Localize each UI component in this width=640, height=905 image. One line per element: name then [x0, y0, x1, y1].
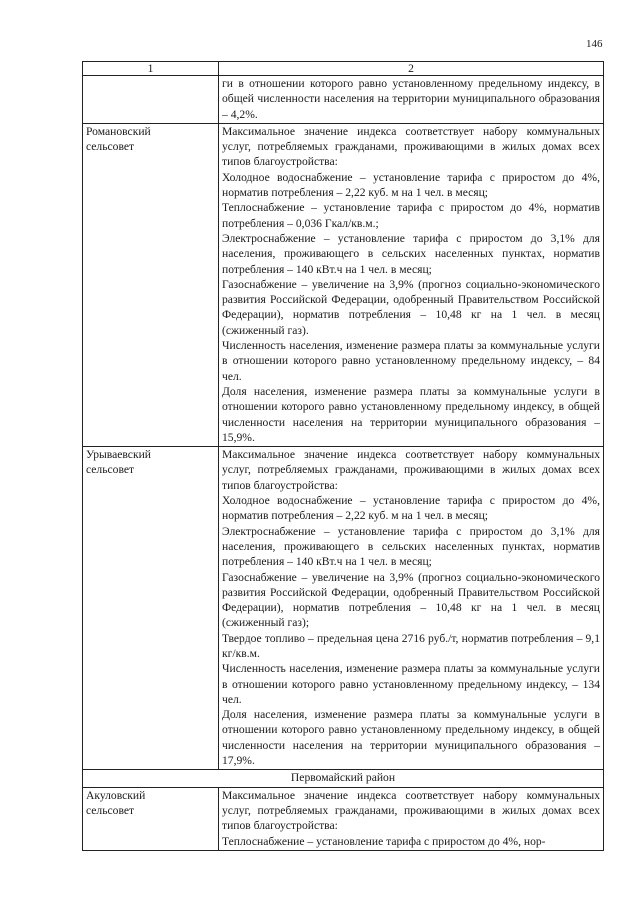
- column-2-header: 2: [219, 62, 604, 76]
- paragraph: Теплоснабжение – установление тарифа с приростом до 4%, нор-: [222, 834, 546, 848]
- description-cell: [219, 787, 604, 850]
- page-number: 146: [586, 38, 603, 50]
- paragraph: Холодное водоснабжение – установление тарифа с приростом до 4%, норматив потребления – 2,22 куб. м на 1 чел. в месяц;: [222, 170, 600, 200]
- municipality-name-line: сельсовет: [86, 140, 135, 154]
- paragraph: ги в отношении которого равно установленному предельному индексу, в общей численности населения на территории муниципального образования – 4,2%.: [222, 77, 600, 121]
- description-cell: [219, 123, 604, 446]
- table-row-romanovsky: [83, 123, 604, 446]
- paragraph: Численность населения, изменение размера платы за коммунальные услуги в отношении которого равно установленному предельному индексу, – 84 чел.: [222, 339, 600, 383]
- paragraph: Электроснабжение – установление тарифа с приростом до 3,1% для населения, проживающего в сельских населенных пунктах, норматив потребления – 140 кВт.ч на 1 чел. в месяц;: [222, 231, 600, 276]
- municipality-name-line: сельсовет: [86, 463, 135, 477]
- paragraph: Максимальное значение индекса соответствует набору коммунальных услуг, потребляемых гражданами, проживающими в жилых домах всех типов благоустройства:: [222, 448, 600, 492]
- paragraph: Электроснабжение – установление тарифа с приростом до 3,1% для населения, проживающего в сельских населенных пунктах, норматив потребления – 140 кВт.ч на 1 чел. в месяц;: [222, 524, 600, 569]
- paragraph: Газоснабжение – увеличение на 3,9% (прогноз социально-экономического развития Российской Федерации, одобренный Правительством Российской Федерации), норматив потребления – 10,48 кг на 1 чел. в месяц (сжиженный газ).: [222, 277, 600, 337]
- continuation-row: [83, 76, 604, 124]
- municipality-name-line: Романовский: [86, 124, 151, 138]
- tariff-table: [82, 61, 604, 851]
- paragraph: Газоснабжение – увеличение на 3,9% (прогноз социально-экономического развития Российской Федерации, одобренный Правительством Российской Федерации), норматив потребления – 10,48 кг на 1 чел. в месяц (сжиженный газ);: [222, 570, 600, 630]
- paragraph: Твердое топливо – предельная цена 2716 руб./т, норматив потребления – 9,1 кг/кв.м.: [222, 631, 600, 660]
- paragraph: Холодное водоснабжение – установление тарифа с приростом до 4%, норматив потребления – 2,22 куб. м на 1 чел. в месяц;: [222, 494, 600, 523]
- description-cell: [219, 447, 604, 770]
- municipality-name-line: Акуловский: [86, 788, 146, 802]
- paragraph: Доля населения, изменение размера платы за коммунальные услуги в отношении которого равно установленному предельному индексу, в общей численности населения на территории муниципального образования – 17,9%.: [222, 708, 600, 768]
- table-row-akulovsky: [83, 787, 604, 850]
- paragraph: Численность населения, изменение размера платы за коммунальные услуги в отношении которого равно установленному предельному индексу, – 134 чел.: [222, 662, 600, 706]
- paragraph: Доля населения, изменение размера платы за коммунальные услуги в отношении которого равно установленному предельному индексу, в общей численности населения на территории муниципального образования – 15,9%.: [222, 384, 600, 444]
- district-title: Первомайский район: [83, 770, 604, 787]
- municipality-name: [83, 447, 219, 770]
- municipality-name-line: сельсовет: [86, 803, 135, 817]
- empty-name-cell: [83, 76, 219, 124]
- paragraph: Теплоснабжение – установление тарифа с приростом до 4%, норматив потребления – 0,036 Гкал/кв.м.;: [222, 201, 600, 230]
- paragraph: Максимальное значение индекса соответствует набору коммунальных услуг, потребляемых гражданами, проживающими в жилых домах всех типов благоустройства:: [222, 124, 600, 169]
- table-header-row: [83, 62, 604, 76]
- municipality-name: [83, 787, 219, 850]
- table-row-uryvaevsky: [83, 447, 604, 770]
- column-1-header: 1: [83, 62, 219, 76]
- district-header-row: [83, 770, 604, 787]
- continuation-cell: [219, 76, 604, 124]
- municipality-name-line: Урываевский: [86, 448, 151, 462]
- paragraph: Максимальное значение индекса соответствует набору коммунальных услуг, потребляемых гражданами, проживающими в жилых домах всех типов благоустройства:: [222, 788, 600, 833]
- municipality-name: [83, 123, 219, 446]
